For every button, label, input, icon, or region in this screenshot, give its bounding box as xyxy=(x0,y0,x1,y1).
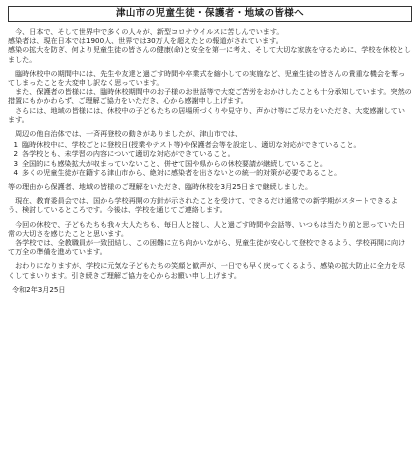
reasons-list xyxy=(8,140,412,177)
continuation-section xyxy=(8,182,412,191)
list-item xyxy=(8,149,412,158)
paragraph: 周辺の他自治体では、一斉再登校の動きがありましたが、津山市では、 xyxy=(15,129,243,139)
list-number: 3 xyxy=(13,158,18,168)
paragraph: 現在、教育委員会では、国から学校再開の方針が示されたことを受けて、できるだけ通常での新学期がスタートできるよう、検討しているところです。今後は、学校を通じてご連絡します。 xyxy=(8,196,399,215)
paragraph: 等の理由から保護者、地域の皆様のご理解をいただき、臨時休校を3月25日まで継続しました。 xyxy=(8,182,313,192)
future-section xyxy=(8,196,412,214)
notice-title: 津山市の児童生徒・保護者・地域の皆様へ xyxy=(8,6,412,22)
paragraph: 今回の休校で、子どもたちも我々大人たちも、毎日人と接し、人と過ごす時間や会話等、いつもは当たり前と思っていた日常の大切さを感じたことと思います。 xyxy=(8,219,406,238)
paragraph: 感染の拡大を防ぎ、何より児童生徒の皆さんの健康(命)と安全を第一に考え、そして大切な家族を守るために、学校を休校としました。 xyxy=(8,45,411,64)
notice-date: 令和2年3月25日 xyxy=(12,284,66,294)
list-item xyxy=(8,159,412,168)
intro-section xyxy=(8,27,412,64)
list-text: 多くの児童生徒が在籍する津山市から、絶対に感染者を出さないとの統一的対策が必要であること。 xyxy=(22,167,342,177)
list-text: 全国的にも感染拡大が収まっていないこと、併せて国や県からの休校要請が継続していること。 xyxy=(22,158,328,168)
list-number: 4 xyxy=(13,167,18,177)
list-number: 2 xyxy=(13,149,18,159)
paragraph: 各学校では、全教職員が一致団結し、この困難に立ち向かいながら、児童生徒が安心して登校できるよう、学校再開に向けて万全の準備を進めています。 xyxy=(8,238,406,257)
reasons-section xyxy=(8,129,412,177)
list-item xyxy=(8,140,412,149)
reflection-section xyxy=(8,220,412,257)
closing-section xyxy=(8,261,412,279)
list-text: 各学校とも、未学習の内容について適切な対応ができていること。 xyxy=(22,149,235,159)
list-text: 臨時休校中に、学校ごとに登校日(授業やテスト等)や保護者会等を設定し、適切な対応ができていること。 xyxy=(22,140,361,150)
paragraph: さらには、地域の皆様には、休校中の子どもたちの居場所づくりや見守り、声かけ等にご尽力をいただき、大変感謝しています。 xyxy=(8,105,405,124)
paragraph: 感染者は、現在日本では1900人、世界では30万人を超えたとの報道がされています。 xyxy=(8,36,283,46)
paragraph: おわりになりますが、学校に元気な子どもたちの笑顔と歓声が、一日でも早く戻ってくるよう、感染の拡大防止に全力を尽くしてまいります。引き続きご理解ご協力を心からお願い申し上げます。 xyxy=(8,261,406,280)
paragraph: 臨時休校中の期間中には、先生や友達と過ごす時間や卒業式を縮小しての実施など、児童生徒の皆さんの貴重な機会を奪ってしまったことを大変申し訳なく思っています。 xyxy=(8,68,406,88)
paragraph: また、保護者の皆様には、臨時休校期間中のお子様のお世話等で大変ご苦労をおかけしたことも十分承知しています。突然の措置にもかかわらず、ご理解ご協力をいただき、心から感謝申し上げます。 xyxy=(8,87,412,106)
paragraph: 今、日本で、そして世界中で多くの人々が、新型コロナウイルスに苦しんでいます。 xyxy=(15,27,284,36)
apology-section xyxy=(8,69,412,124)
list-item xyxy=(8,168,412,177)
list-number: 1 xyxy=(13,140,18,150)
